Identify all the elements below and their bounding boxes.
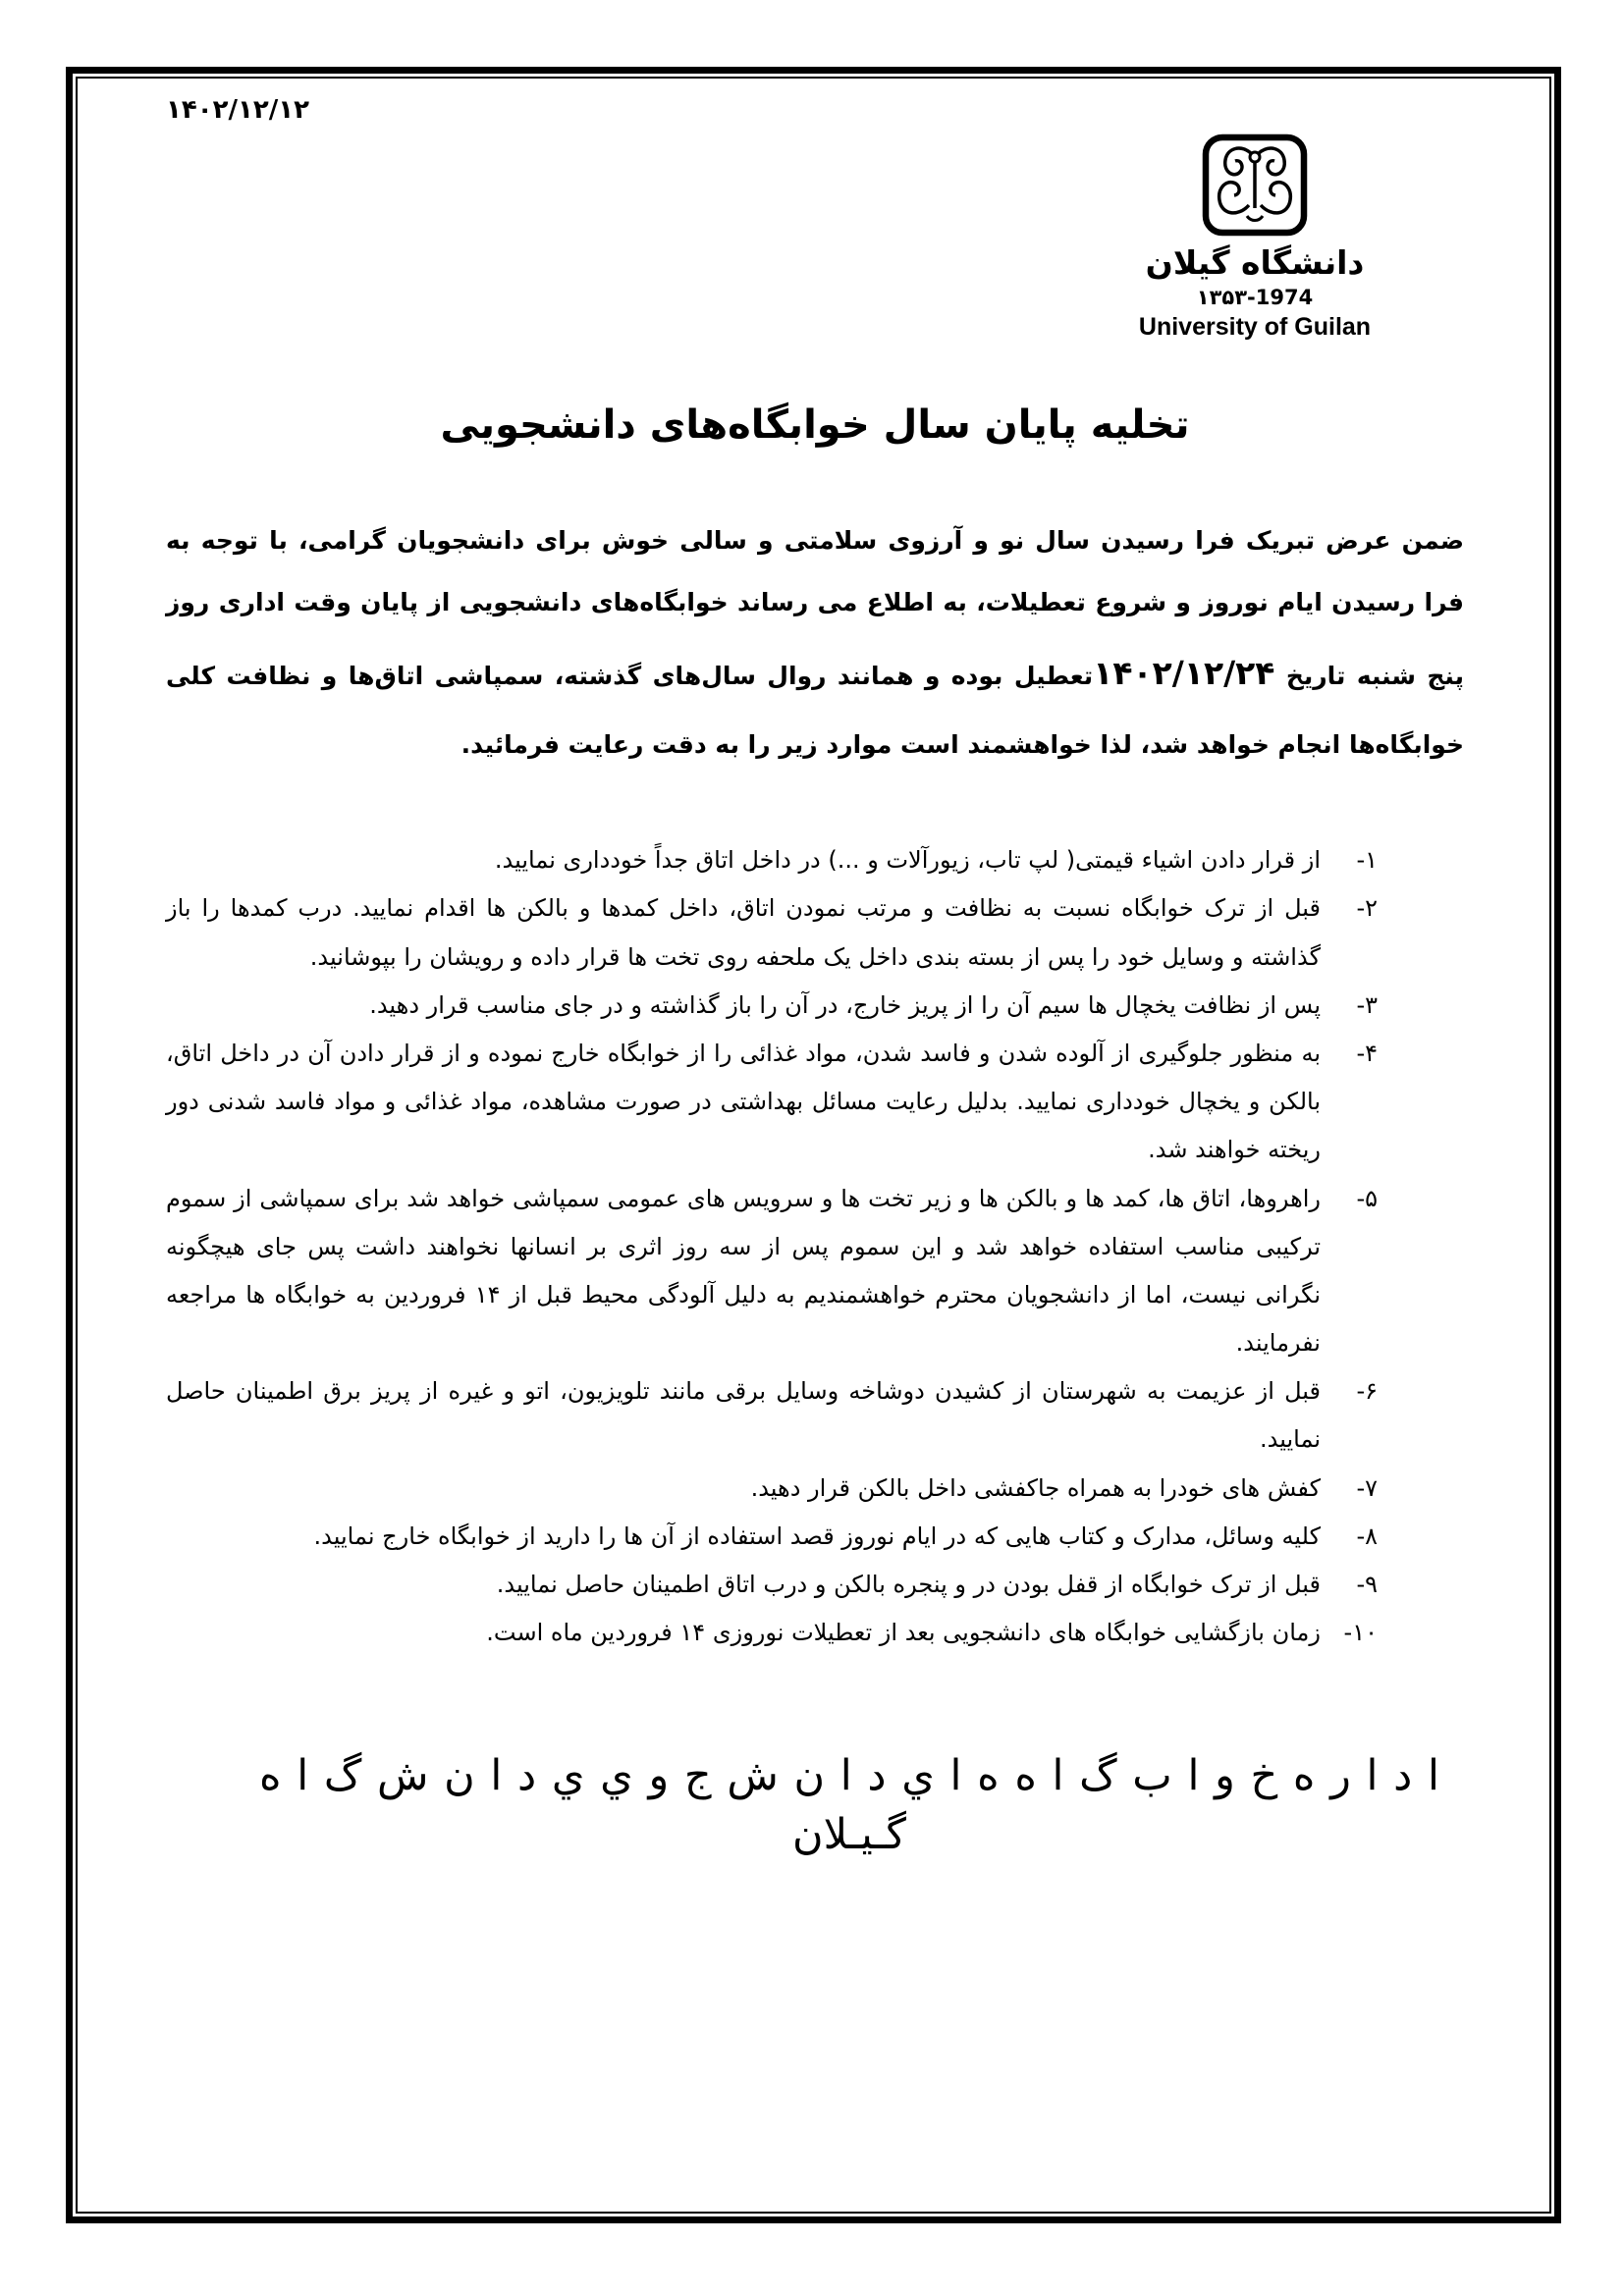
rule-text: کلیه وسائل، مدارک و کتاب هایی که در ایام نوروز قصد استفاده از آن ها را دارید از خوابگاه خارج نمایید. xyxy=(313,1522,1321,1550)
rule-item xyxy=(166,1609,1378,1657)
rule-text: قبل از ترک خوابگاه از قفل بودن در و پنجره بالکن و درب اتاق اطمینان حاصل نمایید. xyxy=(496,1571,1321,1599)
signature-line2: گـيـلان xyxy=(792,1809,906,1859)
logo-years: ۱۳۵۳-1974 xyxy=(1196,286,1314,310)
rule-item xyxy=(166,1030,1378,1175)
rule-number: ۴- xyxy=(1356,1039,1378,1067)
rule-number: ۱- xyxy=(1356,846,1378,875)
signature-block xyxy=(166,1747,1464,1864)
rule-text: قبل از ترک خوابگاه نسبت به نظافت و مرتب نمودن اتاق، داخل کمدها و بالکن ها اقدام نمایید. درب کمدها را باز گذاشته و وسایل خود را پس از بسته بندی داخل یک ملحفه روی تخت ها قرار داده و رویشان را بپوشانید. xyxy=(166,894,1321,971)
rule-item xyxy=(166,1561,1378,1609)
rule-item xyxy=(166,1465,1378,1513)
intro-text-after: تعطیل بوده و همانند روال سال‌های گذشته، سمپاشی اتاق‌ها و نظافت کلی خوابگاه‌ها انجام خواهد شد، لذا خواهشمند است موارد زیر را به دقت رعایت فرمائید. xyxy=(166,662,1464,759)
logo-calligraphy: دانشگاه گیلان xyxy=(1145,243,1365,283)
rule-item xyxy=(166,982,1378,1030)
signature-line1: ا د ا ر ه خ و ا ب گ ا ه ه ا ي د ا ن ش ج و ي ي د ا ن ش گ ا ه xyxy=(259,1751,1439,1801)
rule-text: از قرار دادن اشیاء قیمتی( لپ تاب، زیورآلات و ...) در داخل اتاق جداً خودداری نمایید. xyxy=(494,846,1321,875)
rule-number: ۳- xyxy=(1356,990,1378,1019)
rule-item xyxy=(166,884,1378,981)
rule-item xyxy=(166,1513,1378,1561)
rule-number: ۹- xyxy=(1356,1571,1378,1599)
rule-text: به منظور جلوگیری از آلوده شدن و فاسد شدن، مواد غذائی را از خوابگاه خارج نموده و از قرار دادن آن در داخل اتاق، بالکن و یخچال خودداری نمایید. بدلیل رعایت مسائل بهداشتی در صورت مشاهده، مواد غذائی و مواد فاسد شدنی دور ریخته خواهند شد. xyxy=(166,1039,1321,1164)
rule-text: پس از نظافت یخچال ها سیم آن را از پریز خارج، در آن را باز گذاشته و در جای مناسب قرار دهید. xyxy=(369,990,1321,1019)
university-logo xyxy=(1103,133,1407,342)
rule-text: کفش های خودرا به همراه جاکفشی داخل بالکن قرار دهید. xyxy=(750,1473,1321,1502)
rule-number: ۵- xyxy=(1356,1184,1378,1212)
rule-item xyxy=(166,1175,1378,1368)
rule-number: ۷- xyxy=(1356,1473,1378,1502)
rule-number: ۸- xyxy=(1356,1522,1378,1550)
rule-number: ۱۰- xyxy=(1343,1619,1378,1647)
rules-list xyxy=(166,836,1464,1657)
page-border-frame xyxy=(66,67,1561,2223)
rule-text: زمان بازگشایی خوابگاه های دانشجویی بعد از تعطیلات نوروزی ۱۴ فروردین ماه است. xyxy=(486,1619,1321,1647)
deadline-date: ۱۴۰۲/۱۲/۲۴ xyxy=(1093,654,1275,693)
logo-name-en: University of Guilan xyxy=(1138,313,1372,342)
document-title: تخلیه پایان سال خوابگاه‌های دانشجویی xyxy=(440,402,1190,449)
intro-paragraph xyxy=(166,510,1464,775)
rule-number: ۶- xyxy=(1356,1377,1378,1406)
university-emblem-icon xyxy=(1199,133,1311,242)
page-content xyxy=(73,74,1554,2216)
rule-item xyxy=(166,1367,1378,1464)
rule-text: راهروها، اتاق ها، کمد ها و بالکن ها و زیر تخت ها و سرویس های عمومی سمپاشی خواهد شد برای سمپاشی از سموم ترکیبی مناسب استفاده خواهد شد و این سموم پس از سه روز اثری بر انسانها نخواهند داشت پس جای هیچگونه نگرانی نیست، اما از دانشجویان محترم خواهشمندیم به دلیل آلودگی محیط قبل از ۱۴ فروردین به خوابگاه ها مراجعه نفرمایند. xyxy=(166,1184,1321,1358)
rule-item xyxy=(166,836,1378,884)
rule-number: ۲- xyxy=(1356,894,1378,923)
document-date: ۱۴۰۲/۱۲/۱۲ xyxy=(166,95,309,125)
rule-text: قبل از عزیمت به شهرستان از کشیدن دوشاخه وسایل برقی مانند تلویزیون، اتو و غیره از پریز برق اطمینان حاصل نمایید. xyxy=(166,1377,1321,1454)
intro-text-before: ضمن عرض تبریک فرا رسیدن سال نو و آرزوی سلامتی و سالی خوش برای دانشجویان گرامی، با توجه به فرا رسیدن ایام نوروز و شروع تعطیلات، به اطلاع می رساند خوابگاه‌های دانشجویی از پایان وقت اداری روز پنج شنبه تاریخ xyxy=(166,526,1464,691)
